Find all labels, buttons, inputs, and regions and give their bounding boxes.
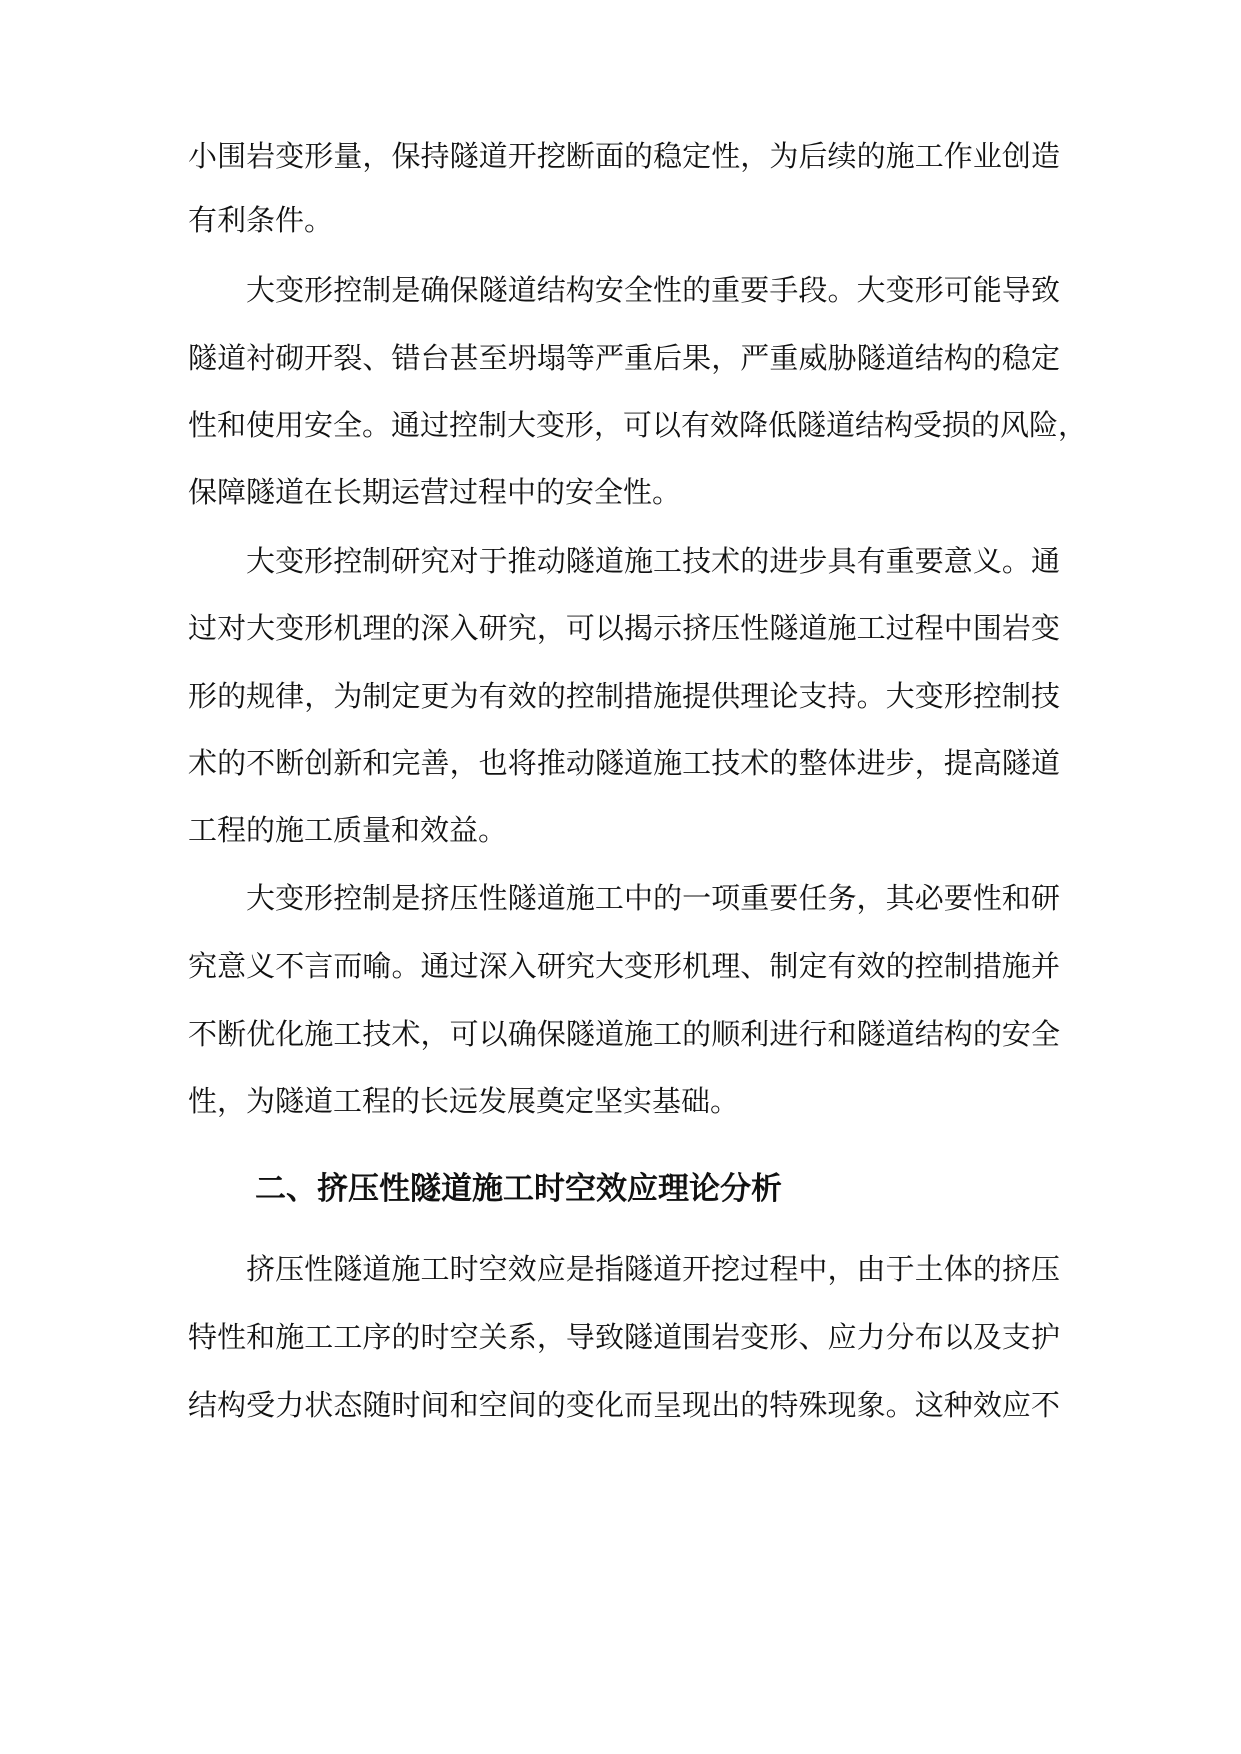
paragraph-4-line-2: 究意义不言而喻。通过深入研究大变形机理、制定有效的控制措施并 [188, 949, 1060, 983]
paragraph-2-line-1: 大变形控制是确保隧道结构安全性的重要手段。大变形可能导致 [246, 273, 1060, 307]
paragraph-1-line-2: 有利条件。 [188, 203, 334, 237]
paragraph-3-line-1: 大变形控制研究对于推动隧道施工技术的进步具有重要意义。通 [246, 544, 1060, 578]
section-paragraph-line-1: 挤压性隧道施工时空效应是指隧道开挖过程中，由于土体的挤压 [246, 1252, 1060, 1286]
paragraph-4-line-3: 不断优化施工技术，可以确保隧道施工的顺利进行和隧道结构的安全 [188, 1017, 1060, 1051]
paragraph-2-line-4: 保障隧道在长期运营过程中的安全性。 [188, 475, 682, 509]
paragraph-2-line-2: 隧道衬砌开裂、错台甚至坍塌等严重后果，严重威胁隧道结构的稳定 [188, 341, 1060, 375]
paragraph-3-line-5: 工程的施工质量和效益。 [188, 813, 508, 847]
paragraph-4-line-1: 大变形控制是挤压性隧道施工中的一项重要任务，其必要性和研 [246, 881, 1060, 915]
paragraph-2-line-3: 性和使用安全。通过控制大变形，可以有效降低隧道结构受损的风险， [188, 408, 1088, 442]
section-heading: 二、挤压性隧道施工时空效应理论分析 [255, 1171, 782, 1207]
section-paragraph-line-2: 特性和施工工序的时空关系，导致隧道围岩变形、应力分布以及支护 [188, 1320, 1060, 1354]
paragraph-4-line-4: 性，为隧道工程的长远发展奠定坚实基础。 [188, 1084, 740, 1118]
paragraph-3-line-2: 过对大变形机理的深入研究，可以揭示挤压性隧道施工过程中围岩变 [188, 611, 1060, 645]
section-paragraph-line-3: 结构受力状态随时间和空间的变化而呈现出的特殊现象。这种效应不 [188, 1388, 1060, 1422]
paragraph-1-line-1: 小围岩变形量，保持隧道开挖断面的稳定性，为后续的施工作业创造 [188, 139, 1060, 173]
paragraph-3-line-4: 术的不断创新和完善，也将推动隧道施工技术的整体进步，提高隧道 [188, 746, 1060, 780]
paragraph-3-line-3: 形的规律，为制定更为有效的控制措施提供理论支持。大变形控制技 [188, 679, 1060, 713]
